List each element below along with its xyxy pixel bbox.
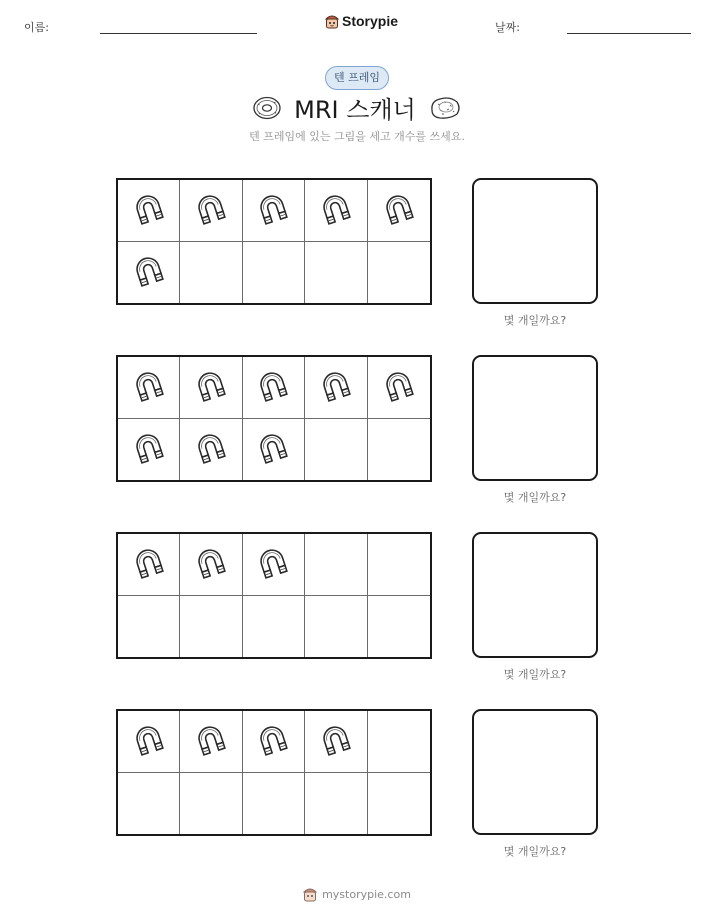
frame-cell	[243, 773, 305, 835]
frame-cell	[118, 596, 180, 658]
frame-cell	[368, 357, 430, 419]
rock-icon	[428, 95, 462, 121]
frame-cell	[118, 419, 180, 481]
pie-character-icon	[325, 13, 339, 29]
frame-cell	[243, 357, 305, 419]
date-label: 날짜:	[495, 21, 520, 34]
magnet-icon	[254, 722, 292, 760]
frame-cell	[243, 711, 305, 773]
question-4: 몇 개일까요?	[503, 845, 567, 858]
worksheet-title: MRI 스캐너	[294, 96, 416, 124]
frame-cell	[368, 596, 430, 658]
frame-cell	[305, 180, 367, 242]
frame-cell	[180, 534, 242, 596]
donut-icon	[252, 95, 282, 121]
question-1: 몇 개일까요?	[503, 314, 567, 327]
frame-cell	[180, 773, 242, 835]
ten-frame-1	[116, 178, 432, 305]
instructions: 텐 프레임에 있는 그림을 세고 개수를 쓰세요.	[249, 130, 465, 143]
magnet-icon	[192, 368, 230, 406]
frame-cell	[180, 242, 242, 304]
frame-cell	[305, 242, 367, 304]
magnet-icon	[130, 430, 168, 468]
frame-cell	[305, 534, 367, 596]
magnet-icon	[254, 545, 292, 583]
magnet-icon	[192, 191, 230, 229]
footer-url: mystorypie.com	[322, 887, 411, 901]
magnet-icon	[130, 545, 168, 583]
frame-cell	[180, 180, 242, 242]
frame-cell	[368, 773, 430, 835]
magnet-icon	[130, 191, 168, 229]
frame-cell	[118, 242, 180, 304]
magnet-icon	[254, 430, 292, 468]
frame-cell	[180, 419, 242, 481]
date-line[interactable]	[567, 33, 691, 34]
magnet-icon	[317, 368, 355, 406]
frame-cell	[118, 534, 180, 596]
frame-cell	[305, 419, 367, 481]
answer-box-4[interactable]	[472, 709, 598, 835]
question-2: 몇 개일까요?	[503, 491, 567, 504]
magnet-icon	[130, 368, 168, 406]
frame-cell	[243, 596, 305, 658]
frame-cell	[368, 180, 430, 242]
name-line[interactable]	[100, 33, 257, 34]
frame-cell	[243, 180, 305, 242]
magnet-icon	[192, 722, 230, 760]
magnet-icon	[254, 368, 292, 406]
frame-cell	[118, 711, 180, 773]
frame-cell	[118, 357, 180, 419]
frame-cell	[368, 534, 430, 596]
magnet-icon	[130, 722, 168, 760]
footer	[0, 886, 714, 902]
frame-cell	[305, 596, 367, 658]
frame-cell	[368, 711, 430, 773]
topic-badge: 텐 프레임	[325, 66, 389, 90]
magnet-icon	[317, 191, 355, 229]
frame-cell	[118, 773, 180, 835]
brand-name: Storypie	[342, 13, 399, 29]
frame-cell	[305, 357, 367, 419]
frame-cell	[305, 711, 367, 773]
answer-box-1[interactable]	[472, 178, 598, 304]
frame-cell	[180, 357, 242, 419]
title-row	[0, 90, 714, 125]
answer-box-2[interactable]	[472, 355, 598, 481]
magnet-icon	[380, 368, 418, 406]
ten-frame-2	[116, 355, 432, 482]
magnet-icon	[254, 191, 292, 229]
answer-box-3[interactable]	[472, 532, 598, 658]
magnet-icon	[380, 191, 418, 229]
frame-cell	[243, 242, 305, 304]
frame-cell	[305, 773, 367, 835]
question-3: 몇 개일까요?	[503, 668, 567, 681]
footer-pie-character-icon	[303, 886, 317, 902]
magnet-icon	[317, 722, 355, 760]
ten-frame-4	[116, 709, 432, 836]
magnet-icon	[130, 253, 168, 291]
magnet-icon	[192, 430, 230, 468]
frame-cell	[180, 596, 242, 658]
frame-cell	[243, 534, 305, 596]
frame-cell	[180, 711, 242, 773]
frame-cell	[243, 419, 305, 481]
brand-logo	[325, 13, 398, 29]
name-label: 이름:	[24, 21, 49, 34]
ten-frame-3	[116, 532, 432, 659]
frame-cell	[368, 419, 430, 481]
magnet-icon	[192, 545, 230, 583]
frame-cell	[368, 242, 430, 304]
frame-cell	[118, 180, 180, 242]
